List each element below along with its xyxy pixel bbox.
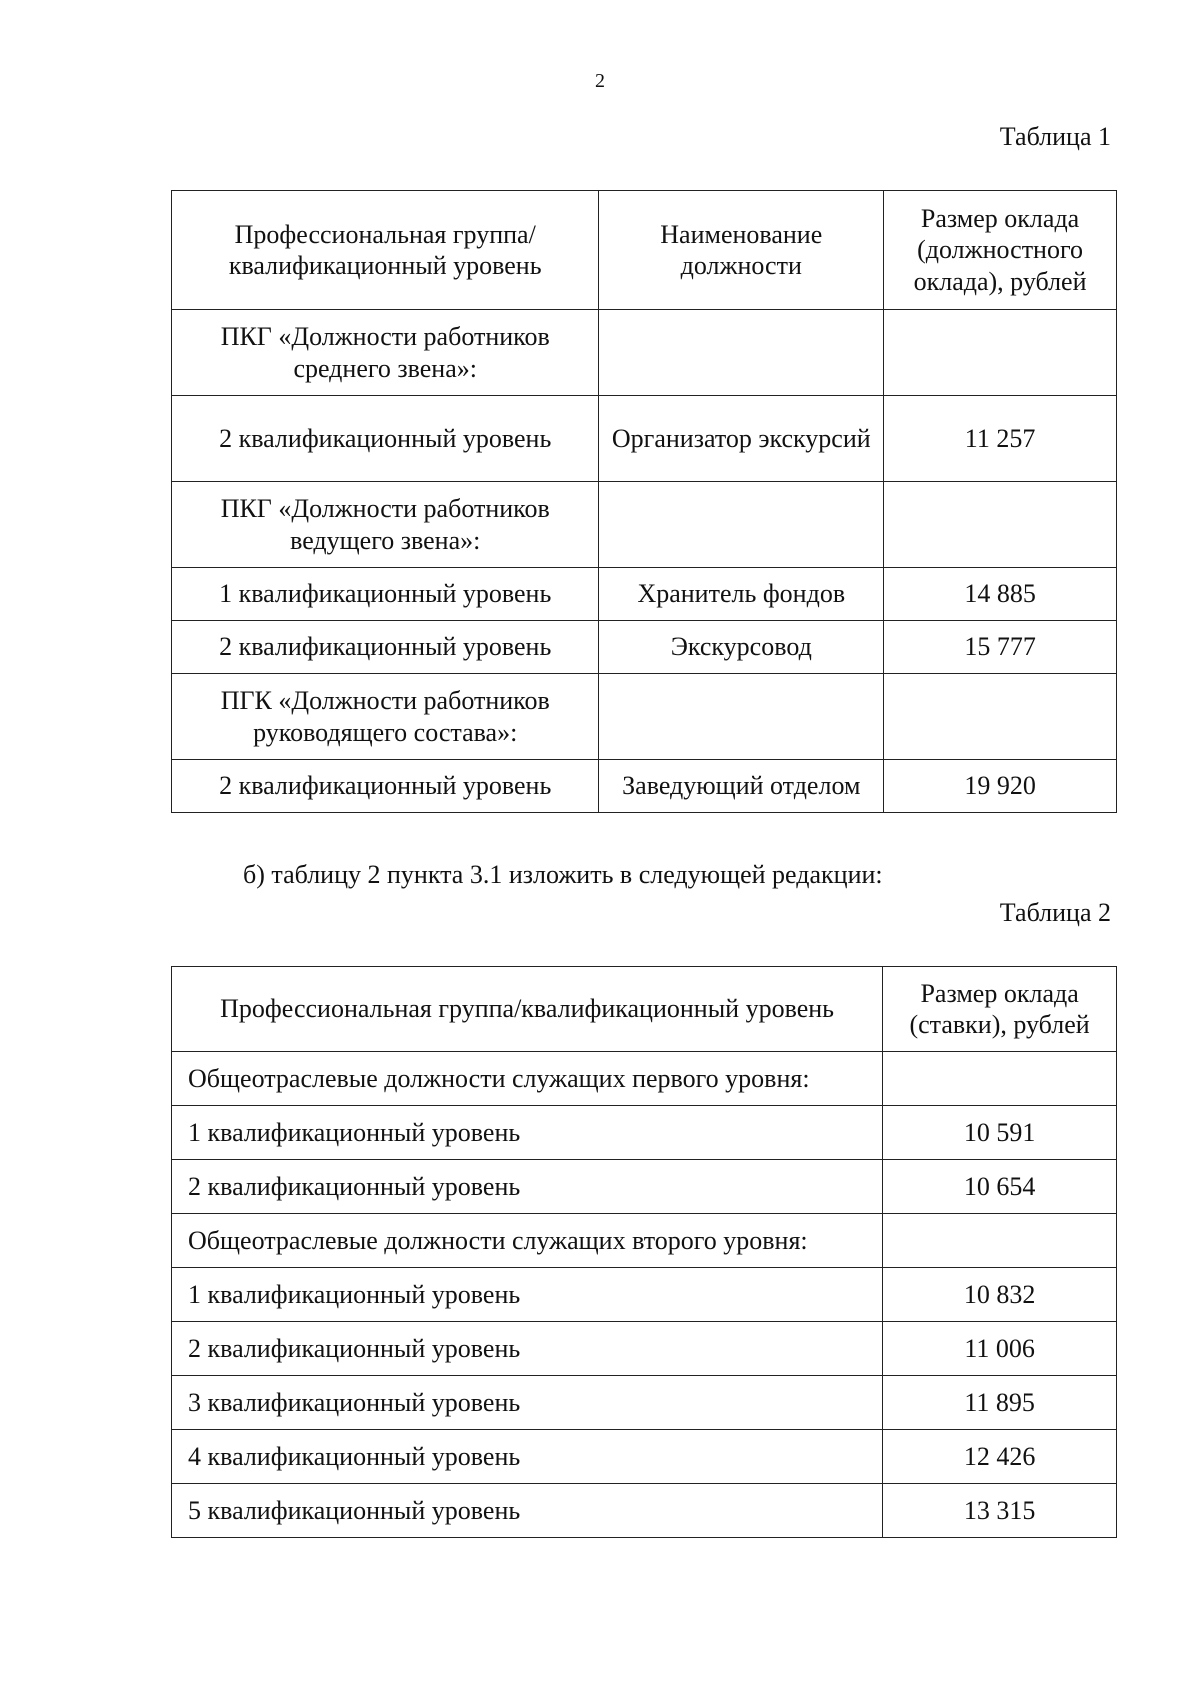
salary-cell: 10 591 [883,1106,1117,1160]
position-cell: Заведующий отделом [599,760,884,813]
table2-caption: Таблица 2 [999,898,1111,927]
level-cell: 3 квалификационный уровень [172,1376,883,1430]
salary-cell: 11 006 [883,1322,1117,1376]
group-cell: Общеотраслевые должности служащих второго уровня: [172,1214,883,1268]
table-row [172,1106,1117,1160]
salary-cell: 12 426 [883,1430,1117,1484]
level-cell: 2 квалификационный уровень [172,760,599,813]
level-cell: 1 квалификационный уровень [172,1268,883,1322]
table-row [172,1214,1117,1268]
position-cell: Организатор экскурсий [599,396,884,482]
table-row [172,760,1117,813]
level-cell: 5 квалификационный уровень [172,1484,883,1538]
table-row [172,1430,1117,1484]
level-cell: 4 квалификационный уровень [172,1430,883,1484]
table-row [172,674,1117,760]
table-row [172,1376,1117,1430]
column-header: Размер оклада (должностного оклада), рублей [884,191,1117,310]
salary-cell: 11 257 [884,396,1117,482]
level-cell: 1 квалификационный уровень [172,568,599,621]
column-header: Профессиональная группа/квалификационный уровень [172,967,883,1052]
level-cell: 2 квалификационный уровень [172,396,599,482]
level-cell: 2 квалификационный уровень [172,1160,883,1214]
table2 [171,966,1117,1538]
level-cell: 2 квалификационный уровень [172,1322,883,1376]
salary-cell [884,482,1117,568]
table-row [172,1052,1117,1106]
table-row [172,1322,1117,1376]
position-cell [599,482,884,568]
salary-cell: 10 654 [883,1160,1117,1214]
level-cell: 2 квалификационный уровень [172,621,599,674]
amendment-paragraph: б) таблицу 2 пункта 3.1 изложить в следующей редакции: [243,860,883,889]
position-cell [599,310,884,396]
salary-cell: 13 315 [883,1484,1117,1538]
column-header: Наименование должности [599,191,884,310]
salary-cell [883,1214,1117,1268]
table-row [172,1484,1117,1538]
salary-cell: 11 895 [883,1376,1117,1430]
table-row [172,621,1117,674]
salary-cell: 14 885 [884,568,1117,621]
salary-cell: 19 920 [884,760,1117,813]
table-row [172,1160,1117,1214]
group-cell: ПГК «Должности работников руководящего состава»: [172,674,599,760]
table-row [172,310,1117,396]
position-cell: Хранитель фондов [599,568,884,621]
position-cell [599,674,884,760]
table-row [172,1268,1117,1322]
column-header: Профессиональная группа/квалификационный уровень [172,191,599,310]
level-cell: 1 квалификационный уровень [172,1106,883,1160]
group-cell: ПКГ «Должности работников ведущего звена»: [172,482,599,568]
salary-cell [884,310,1117,396]
table-row [172,568,1117,621]
group-cell: ПКГ «Должности работников среднего звена»: [172,310,599,396]
salary-cell [884,674,1117,760]
table-header-row [172,967,1117,1052]
salary-cell: 10 832 [883,1268,1117,1322]
table1-caption: Таблица 1 [999,122,1111,151]
page-number: 2 [595,70,605,92]
column-header: Размер оклада (ставки), рублей [883,967,1117,1052]
group-cell: Общеотраслевые должности служащих первого уровня: [172,1052,883,1106]
table1 [171,190,1117,813]
salary-cell: 15 777 [884,621,1117,674]
table-header-row [172,191,1117,310]
salary-cell [883,1052,1117,1106]
table-row [172,482,1117,568]
position-cell: Экскурсовод [599,621,884,674]
table-row [172,396,1117,482]
